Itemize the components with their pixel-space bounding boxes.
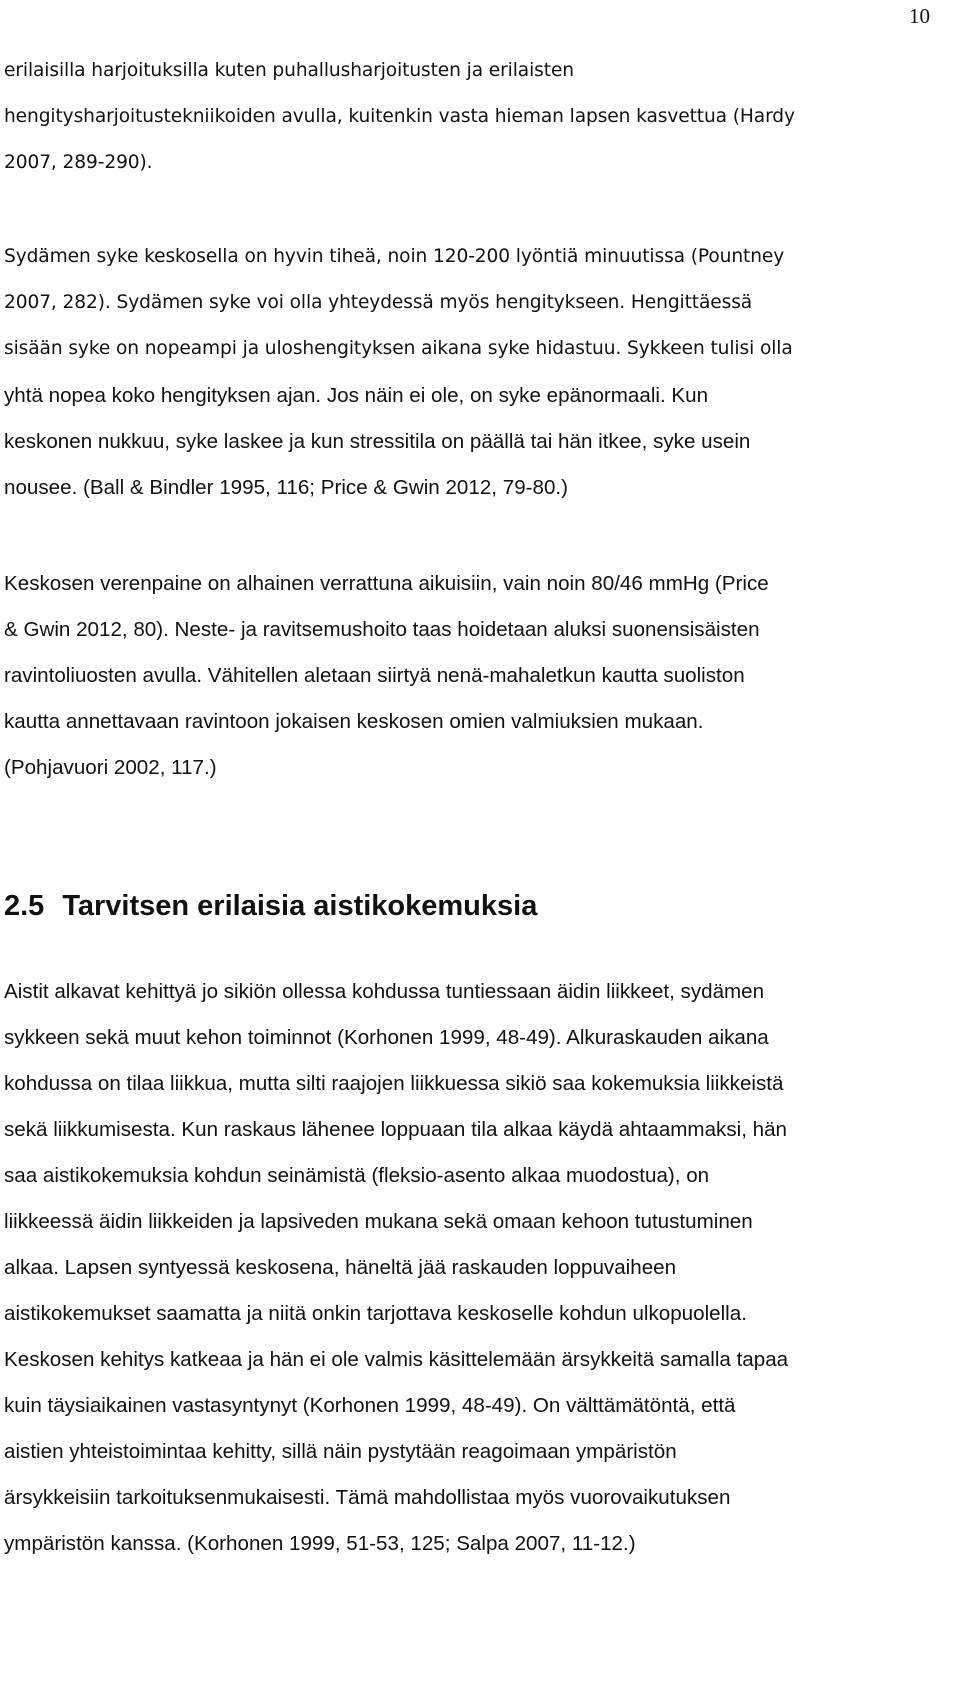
- text-line: sekä liikkumisesta. Kun raskaus lähenee loppuaan tila alkaa käydä ahtaammaksi, hän: [4, 1118, 788, 1141]
- text-line: aistikokemukset saamatta ja niitä onkin tarjottava keskoselle kohdun ulkopuolella.: [4, 1302, 747, 1325]
- text-line: erilaisilla harjoituksilla kuten puhallusharjoitusten ja erilaisten: [4, 60, 574, 81]
- section-title: Tarvitsen erilaisia aistikokemuksia: [62, 890, 538, 922]
- text-line: sisään syke on nopeampi ja uloshengityksen aikana syke hidastuu. Sykkeen tulisi olla: [4, 338, 793, 359]
- text-line: hengitysharjoitustekniikoiden avulla, kuitenkin vasta hieman lapsen kasvettua (Hardy: [4, 106, 795, 127]
- section-number: 2.5: [4, 890, 45, 922]
- text-line: Sydämen syke keskosella on hyvin tiheä, noin 120-200 lyöntiä minuutissa (Pountney: [4, 246, 785, 267]
- text-line: ravintoliuosten avulla. Vähitellen aletaan siirtyä nenä-mahaletkun kautta suoliston: [4, 664, 745, 687]
- text-line: liikkeessä äidin liikkeiden ja lapsiveden mukana sekä omaan kehoon tutustuminen: [4, 1210, 753, 1233]
- text-line: ympäristön kanssa. (Korhonen 1999, 51-53, 125; Salpa 2007, 11-12.): [4, 1532, 636, 1555]
- text-line: aistien yhteistoimintaa kehitty, sillä näin pystytään reagoimaan ympäristön: [4, 1440, 677, 1463]
- text-line: 2007, 289-290).: [4, 152, 153, 173]
- text-line: kohdussa on tilaa liikkua, mutta silti raajojen liikkuessa sikiö saa kokemuksia liikkeistä: [4, 1072, 784, 1095]
- page-number: 10: [909, 4, 930, 28]
- section-heading: [4, 890, 537, 923]
- text-line: yhtä nopea koko hengityksen ajan. Jos näin ei ole, on syke epänormaali. Kun: [4, 384, 709, 407]
- text-line: Aistit alkavat kehittyä jo sikiön ollessa kohdussa tuntiessaan äidin liikkeet, sydämen: [4, 980, 765, 1003]
- text-line: kautta annettavaan ravintoon jokaisen keskosen omien valmiuksien mukaan.: [4, 710, 704, 733]
- text-line: nousee. (Ball & Bindler 1995, 116; Price & Gwin 2012, 79-80.): [4, 476, 568, 499]
- text-line: alkaa. Lapsen syntyessä keskosena, häneltä jää raskauden loppuvaiheen: [4, 1256, 677, 1279]
- text-line: (Pohjavuori 2002, 117.): [4, 756, 217, 779]
- text-line: keskonen nukkuu, syke laskee ja kun stressitila on päällä tai hän itkee, syke usein: [4, 430, 751, 453]
- text-line: Keskosen verenpaine on alhainen verrattuna aikuisiin, vain noin 80/46 mmHg (Price: [4, 572, 769, 595]
- text-line: ärsykkeisiin tarkoituksenmukaisesti. Tämä mahdollistaa myös vuorovaikutuksen: [4, 1486, 731, 1509]
- text-line: 2007, 282). Sydämen syke voi olla yhteydessä myös hengitykseen. Hengittäessä: [4, 292, 753, 313]
- text-line: & Gwin 2012, 80). Neste- ja ravitsemushoito taas hoidetaan aluksi suonensisäisten: [4, 618, 760, 641]
- text-line: Keskosen kehitys katkeaa ja hän ei ole valmis käsittelemään ärsykkeitä samalla tapaa: [4, 1348, 789, 1371]
- text-line: saa aistikokemuksia kohdun seinämistä (fleksio-asento alkaa muodostua), on: [4, 1164, 710, 1187]
- text-line: kuin täysiaikainen vastasyntynyt (Korhonen 1999, 48-49). On välttämätöntä, että: [4, 1394, 736, 1417]
- text-line: sykkeen sekä muut kehon toiminnot (Korhonen 1999, 48-49). Alkuraskauden aikana: [4, 1026, 769, 1049]
